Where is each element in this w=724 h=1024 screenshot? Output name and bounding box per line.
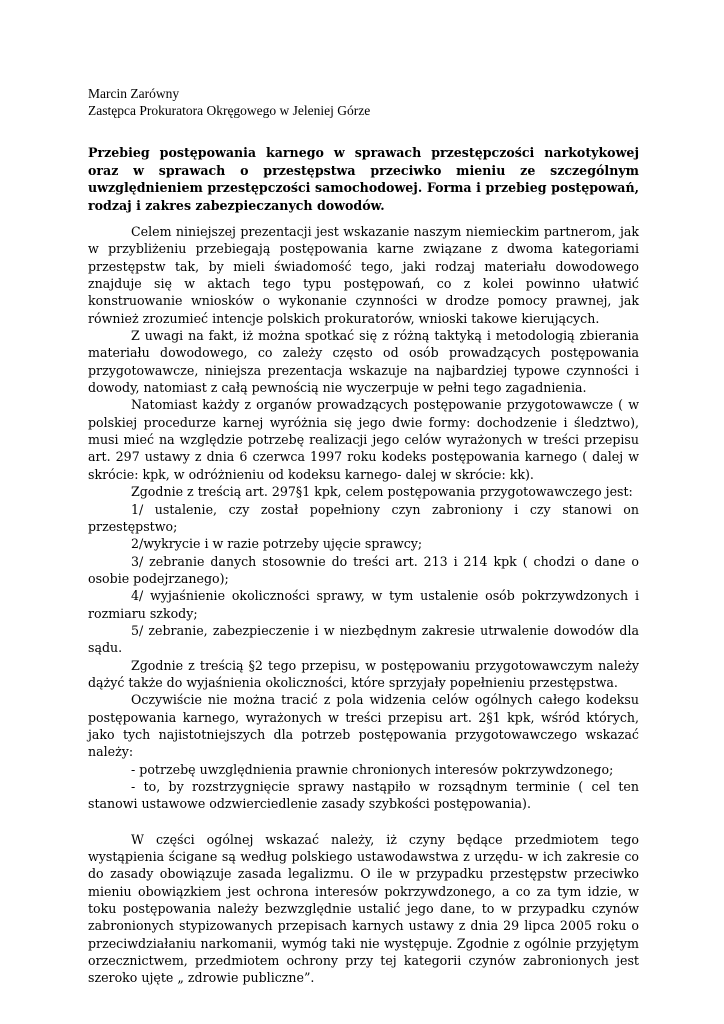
list-item-goal-5: 5/ zebranie, zabezpieczenie i w niezbędnym zakresie utrwalenie dowodów dla sądu.: [88, 622, 639, 656]
list-item-dash-1: - potrzebę uwzględnienia prawnie chronionych interesów pokrzywdzonego;: [131, 761, 614, 777]
paragraph-general-goals: Oczywiście nie można tracić z pola widzenia celów ogólnych całego kodeksu postępowania karnego, wyrażonych w treści przepisu art. 2§1 kpk, wśród których, jako tych najistotniejszych dla potrzeb postępowania przygotowawczego wskazać należy:: [88, 692, 639, 760]
list-item-goal-1: 1/ ustalenie, czy został popełniony czyn zabroniony i czy stanowi on przestępstwo;: [88, 501, 639, 534]
document-body: [88, 223, 639, 987]
author-position: Zastępca Prokuratora Okręgowego w Jeleniej Górze: [88, 102, 371, 118]
author-block: [88, 86, 370, 119]
paragraph-section-2: Zgodnie z treścią §2 tego przepisu, w postępowaniu przygotowawczym należy dążyć także do wyjaśnienia okoliczności, które sprzyjały popełnieniu przestępstwa.: [88, 657, 639, 690]
paragraph-methodology: Z uwagi na fakt, iż można spotkać się z różną taktyką i metodologią zbierania materiału dowodowego, co zależy często od osób prowadzących postępowania przygotowawcze, niniejsza prezentacja wskazuje na najbardziej typowe czynności i dowody, natomiast z całą pewnością nie wyczerpuje w pełni tego zagadnienia.: [88, 328, 639, 396]
paragraph-intro: Celem niniejszej prezentacji jest wskazanie naszym niemieckim partnerom, jak w przybliżeniu przebiegają postępowania karne związane z dwoma kategoriami przestępstw tak, by mieli świadomość tego, jaki rodzaj materiału dowodowego znajduje się w aktach tego typu postępowań, co z kolei powinno ułatwić konstruowanie wniosków o wykonanie czynności w drodze pomocy prawnej, jak również zrozumieć intencje polskich prokuratorów, wnioski takowe kierujących.: [88, 224, 639, 326]
paragraph-procedure: Natomiast każdy z organów prowadzących postępowanie przygotowawcze ( w polskiej procedurze karnej wyróżnia się jego dwie formy: dochodzenie i śledztwo), musi mieć na względzie potrzebę realizacji jego celów wyrażonych w treści przepisu art. 297 ustawy z dnia 6 czerwca 1997 roku kodeks postępowania karnego ( dalej w skrócie: kpk, w odróżnieniu od kodeksu karnego- dalej w skrócie: kk).: [88, 397, 639, 482]
list-item-dash-2: - to, by rozstrzygnięcie sprawy nastąpiło w rozsądnym terminie ( cel ten stanowi ustawowe odzwierciedlenie zasady szybkości postępowania).: [88, 779, 639, 812]
document-title: Przebieg postępowania karnego w sprawach przestępczości narkotykowej oraz w sprawach o przestępstwa przeciwko mieniu ze szczególnym uwzględnieniem przestępczości samochodowej. Forma i przebieg postępowań, rodzaj i zakres zabezpieczanych dowodów.: [88, 145, 639, 213]
paragraph-goals-intro: Zgodnie z treścią art. 297§1 kpk, celem postępowania przygotowawczego jest:: [131, 484, 633, 500]
list-item-goal-3: 3/ zebranie danych stosownie do treści art. 213 i 214 kpk ( chodzi o dane o osobie podejrzanego);: [88, 553, 639, 586]
author-name: Marcin Zarówny: [88, 86, 180, 101]
list-item-goal-2: 2/wykrycie i w razie potrzeby ujęcie sprawcy;: [131, 536, 423, 552]
list-item-goal-4: 4/ wyjaśnienie okoliczności sprawy, w tym ustalenie osób pokrzywdzonych i rozmiaru szkody;: [88, 588, 639, 621]
paragraph-general-part: W części ogólnej wskazać należy, iż czyny będące przedmiotem tego wystąpienia ścigane są według polskiego ustawodawstwa z urzędu- w ich zakresie co do zasady obowiązuje zasada legalizmu. O ile w przypadku przestępstw przeciwko mieniu obowiązkiem jest ochrona interesów pokrzywdzonego, a co za tym idzie, w toku postępowania należy bezwzględnie ustalić jego dane, to w przypadku czynów zabronionych stypizowanych przepisach karnych ustawy z dnia 29 lipca 2005 roku o przeciwdziałaniu narkomanii, wymóg taki nie występuje. Zgodnie z ogólnie przyjętym orzecznictwem, przedmiotem ochrony przy tej kategorii czynów zabronionych jest szeroko ujęte „ zdrowie publiczne”.: [88, 831, 639, 986]
